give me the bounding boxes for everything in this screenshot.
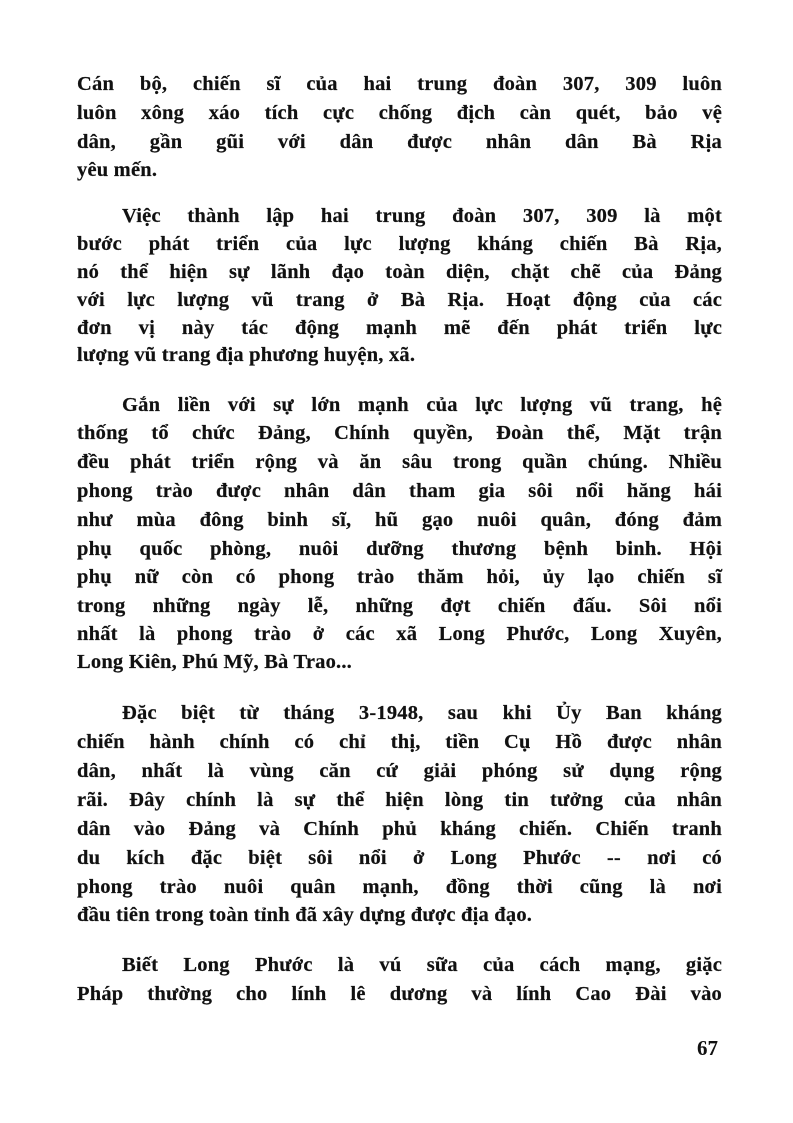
text-line: dân vào Đảng và Chính phủ kháng chiến. Chiến tranh: [77, 818, 722, 840]
text-line: bước phát triển của lực lượng kháng chiến Bà Rịa,: [77, 233, 722, 255]
text-line: lượng vũ trang địa phương huyện, xã.: [77, 344, 416, 366]
text-line: đều phát triển rộng và ăn sâu trong quần chúng. Nhiều: [77, 451, 722, 473]
page-number: 67: [697, 1036, 718, 1060]
text-line: du kích đặc biệt sôi nổi ở Long Phước -- nơi có: [77, 847, 722, 869]
text-line: phụ quốc phòng, nuôi dưỡng thương bệnh binh. Hội: [77, 538, 722, 560]
text-line: phụ nữ còn có phong trào thăm hỏi, ủy lạo chiến sĩ: [77, 566, 722, 588]
text-line: dân, gần gũi với dân được nhân dân Bà Rịa: [77, 131, 722, 153]
text-line: trong những ngày lễ, những đợt chiến đấu. Sôi nổi: [77, 595, 722, 617]
text-line: như mùa đông binh sĩ, hũ gạo nuôi quân, đóng đảm: [77, 509, 722, 531]
text-line: nó thể hiện sự lãnh đạo toàn diện, chặt chẽ của Đảng: [77, 261, 722, 283]
text-line: Biết Long Phước là vú sữa của cách mạng, giặc: [122, 954, 722, 976]
text-line: nhất là phong trào ở các xã Long Phước, Long Xuyên,: [77, 623, 722, 645]
text-line: Cán bộ, chiến sĩ của hai trung đoàn 307, 309 luôn: [77, 73, 722, 95]
text-line: dân, nhất là vùng căn cứ giải phóng sử dụng rộng: [77, 760, 722, 782]
text-line: luôn xông xáo tích cực chống địch càn quét, bảo vệ: [77, 102, 722, 124]
text-line: thống tổ chức Đảng, Chính quyền, Đoàn thể, Mặt trận: [77, 422, 722, 444]
text-line: Pháp thường cho lính lê dương và lính Cao Đài vào: [77, 983, 722, 1005]
text-line: Long Kiên, Phú Mỹ, Bà Trao...: [77, 651, 352, 673]
text-line: đầu tiên trong toàn tỉnh đã xây dựng được địa đạo.: [77, 904, 533, 926]
text-line: Việc thành lập hai trung đoàn 307, 309 là một: [122, 205, 722, 227]
text-line: chiến hành chính có chỉ thị, tiền Cụ Hồ được nhân: [77, 731, 722, 753]
text-line: với lực lượng vũ trang ở Bà Rịa. Hoạt động của các: [77, 289, 722, 311]
text-line: Đặc biệt từ tháng 3-1948, sau khi Ủy Ban kháng: [122, 702, 722, 724]
text-line: phong trào được nhân dân tham gia sôi nổi hăng hái: [77, 480, 722, 502]
text-line: yêu mến.: [77, 159, 158, 181]
text-line: phong trào nuôi quân mạnh, đồng thời cũng là nơi: [77, 876, 722, 898]
text-line: rãi. Đây chính là sự thể hiện lòng tin tưởng của nhân: [77, 789, 722, 811]
text-line: đơn vị này tác động mạnh mẽ đến phát triển lực: [77, 317, 722, 339]
text-line: Gắn liền với sự lớn mạnh của lực lượng vũ trang, hệ: [122, 394, 722, 416]
